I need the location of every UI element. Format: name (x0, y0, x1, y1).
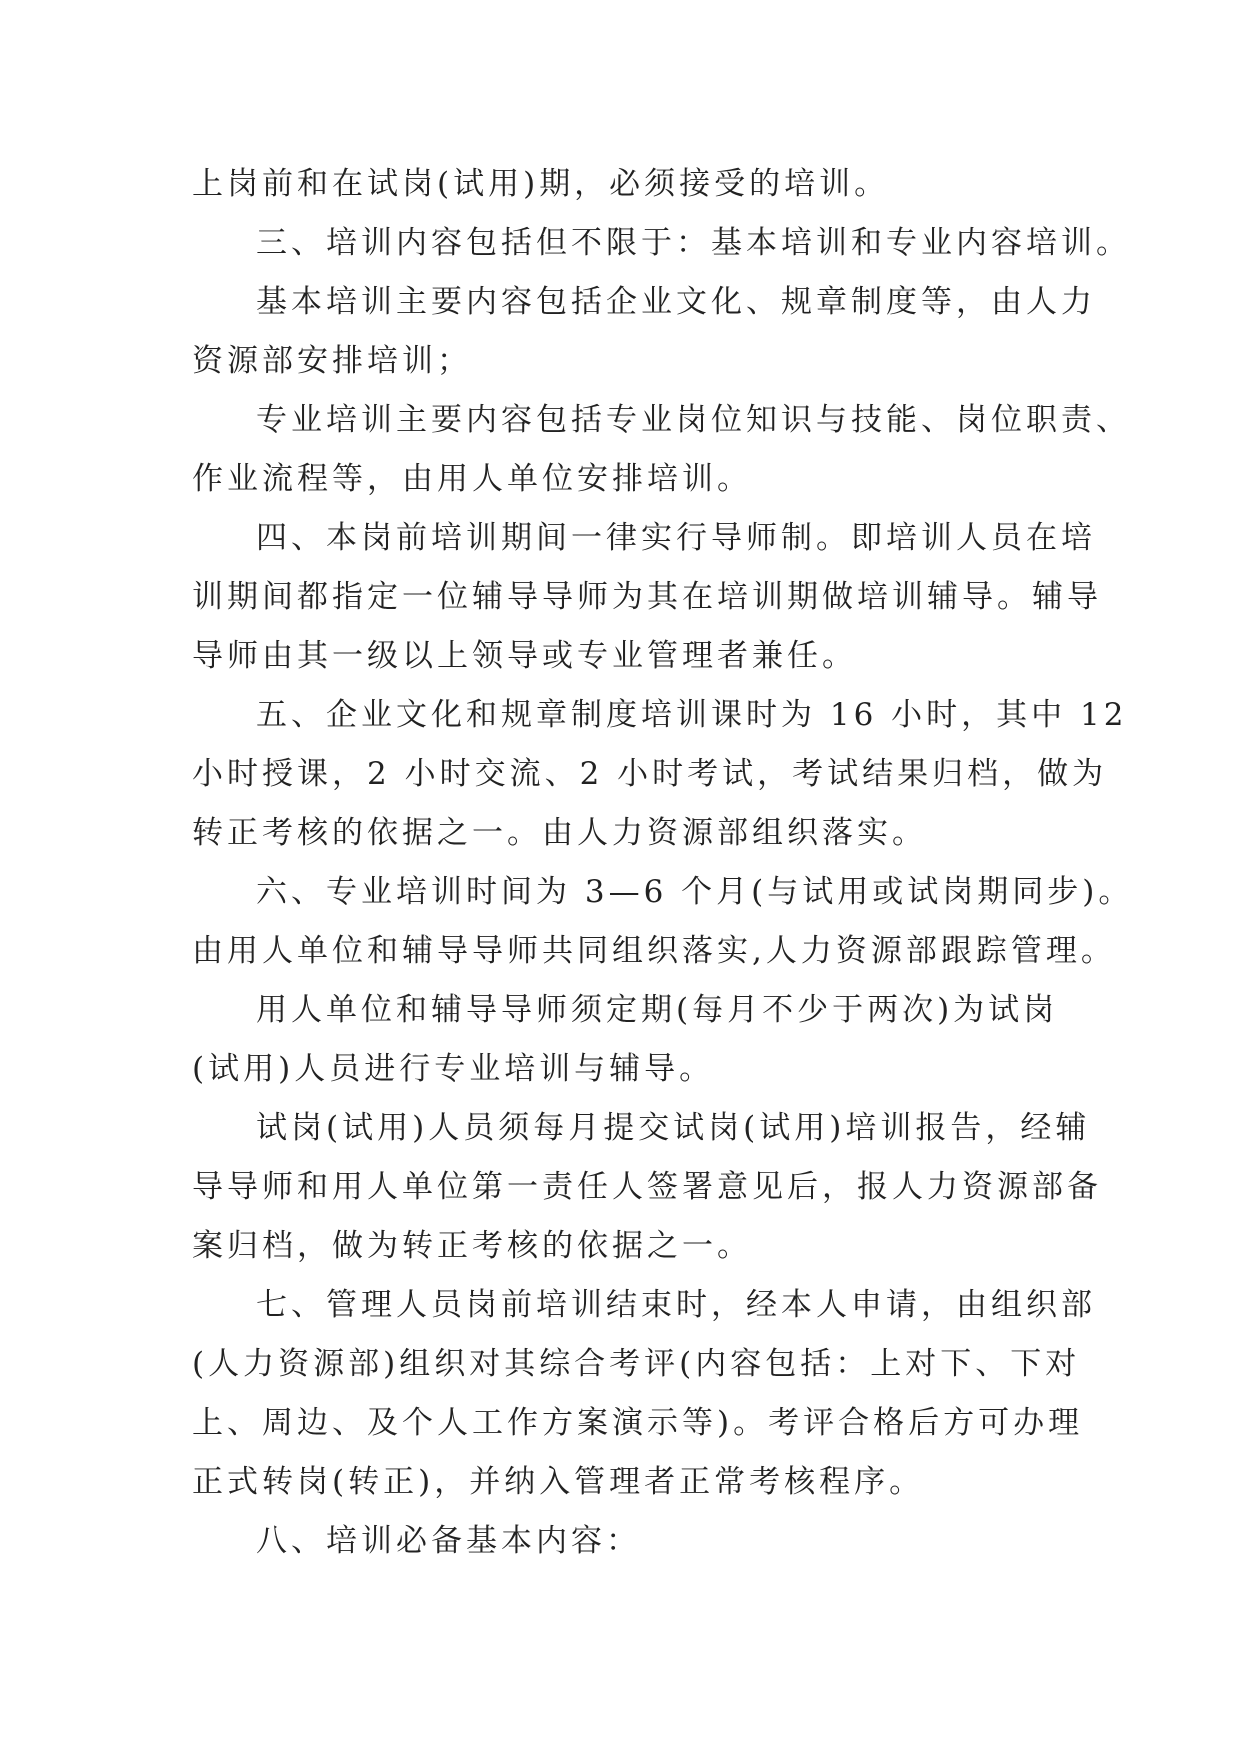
text-line: 八、培训必备基本内容： (256, 1523, 641, 1559)
text-line: 试岗(试用)人员须每月提交试岗(试用)培训报告，经辅 (256, 1110, 1091, 1146)
text-line: 用人单位和辅导导师须定期(每月不少于两次)为试岗 (256, 992, 1059, 1028)
text-line: 小时授课，2 小时交流、2 小时考试，考试结果归档，做为 (192, 756, 1108, 792)
text-line: 资源部安排培训； (192, 343, 472, 379)
text-line: 基本培训主要内容包括企业文化、规章制度等，由人力 (256, 284, 1096, 320)
text-line: 导师由其一级以上领导或专业管理者兼任。 (192, 638, 857, 674)
text-line: (人力资源部)组织对其综合考评(内容包括：上对下、下对 (192, 1346, 1081, 1382)
text-line: 专业培训主要内容包括专业岗位知识与技能、岗位职责、 (256, 402, 1131, 438)
text-line: 四、本岗前培训期间一律实行导师制。即培训人员在培 (256, 520, 1096, 556)
text-line: 由用人单位和辅导导师共同组织落实,人力资源部跟踪管理。 (192, 933, 1116, 969)
text-line: 作业流程等，由用人单位安排培训。 (192, 461, 752, 497)
text-line: 上、周边、及个人工作方案演示等)。考评合格后方可办理 (192, 1405, 1084, 1441)
text-line: 案归档，做为转正考核的依据之一。 (192, 1228, 752, 1264)
text-line: 转正考核的依据之一。由人力资源部组织落实。 (192, 815, 927, 851)
text-line: (试用)人员进行专业培训与辅导。 (192, 1051, 715, 1087)
document-body (192, 155, 1134, 1571)
text-line: 七、管理人员岗前培训结束时，经本人申请，由组织部 (256, 1287, 1096, 1323)
text-line: 上岗前和在试岗(试用)期，必须接受的培训。 (192, 166, 890, 202)
text-line: 训期间都指定一位辅导导师为其在培训期做培训辅导。辅导 (192, 579, 1102, 615)
text-line: 五、企业文化和规章制度培训课时为 16 小时，其中 12 (256, 697, 1128, 733)
text-line: 六、专业培训时间为 3—6 个月(与试用或试岗期同步)。 (256, 874, 1134, 910)
text-line: 三、培训内容包括但不限于：基本培训和专业内容培训。 (256, 225, 1131, 261)
text-line: 正式转岗(转正)，并纳入管理者正常考核程序。 (192, 1464, 925, 1500)
text-line: 导导师和用人单位第一责任人签署意见后，报人力资源部备 (192, 1169, 1102, 1205)
